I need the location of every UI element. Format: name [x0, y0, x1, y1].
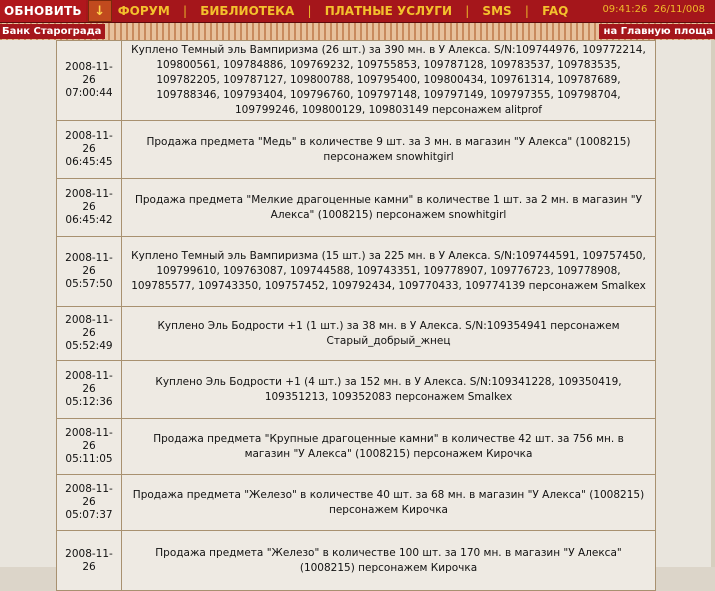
log-description: Продажа предмета "Железо" в количестве 100 шт. за 170 мн. в магазин "У Алекса" (1008215) персонажем Кирочка: [122, 531, 656, 591]
log-date-part: 26: [82, 496, 96, 508]
bank-log-content: [0, 40, 715, 574]
log-date-cell: [57, 419, 122, 475]
down-arrow-icon[interactable]: ↓: [88, 0, 112, 22]
log-date-part: 26: [82, 143, 96, 155]
nav-forum[interactable]: ФОРУМ: [117, 4, 170, 18]
top-navigation-bar: [0, 0, 715, 23]
log-date-part: 26: [82, 327, 96, 339]
log-date-part: 2008-11-: [65, 483, 113, 495]
scrollbar[interactable]: [711, 40, 715, 567]
log-date-part: 07:00:44: [65, 87, 113, 99]
log-date-part: 06:45:42: [65, 214, 113, 226]
log-date-cell: [57, 41, 122, 121]
log-description: Продажа предмета "Крупные драгоценные камни" в количестве 42 шт. за 756 мн. в магазин "У Алекса" (1008215) персонажем Кирочка: [122, 419, 656, 475]
log-description: Продажа предмета "Мелкие драгоценные камни" в количестве 1 шт. за 2 мн. в магазин "У Алекса" (1008215) персонажем snowhitgirl: [122, 179, 656, 237]
refresh-button[interactable]: ОБНОВИТЬ: [0, 0, 86, 22]
clock-date: 26/11/008: [653, 4, 705, 15]
log-row: [57, 307, 656, 361]
server-clock: [602, 4, 705, 15]
log-date-part: 2008-11-: [65, 547, 113, 560]
log-date-cell: [57, 475, 122, 531]
log-date-part: 05:07:37: [65, 509, 113, 521]
log-description: Продажа предмета "Железо" в количестве 40 шт. за 68 мн. в магазин "У Алекса" (1008215) персонажем Кирочка: [122, 475, 656, 531]
log-description: Куплено Темный эль Вампиризма (15 шт.) за 225 мн. в У Алекса. S/N:109744591, 109757450, 109799610, 109763087, 109744588, 109743351, 109778907, 109776723, 109778908, 109785577, 109743350, 109757452, 109792434, 109770433, 109774139 персонажем Smalkex: [122, 237, 656, 307]
log-table-body: [57, 41, 656, 591]
log-description: Куплено Эль Бодрости +1 (1 шт.) за 38 мн. в У Алекса. S/N:109354941 персонажем Старый_добрый_жнец: [122, 307, 656, 361]
home-square-link[interactable]: на Главную площа: [599, 24, 715, 39]
log-row: [57, 41, 656, 121]
log-row: [57, 475, 656, 531]
bank-title: Банк Старограда: [0, 24, 105, 39]
log-date-part: 2008-11-: [65, 252, 113, 264]
nav-separator: |: [307, 4, 312, 18]
log-date-part: 2008-11-: [65, 314, 113, 326]
log-row: [57, 419, 656, 475]
log-date-part: 26: [82, 265, 96, 277]
log-description: Куплено Темный эль Вампиризма (26 шт.) за 390 мн. в У Алекса. S/N:109744976, 109772214, 109800561, 109784886, 109769232, 109755853, 109787128, 109783537, 109783535, 109782205, 109787127, 109800788, 109795400, 109800434, 109761314, 109787689, 109788346, 109793404, 109796760, 109797148, 109797149, 109797355, 109798704, 109799246, 109800129, 109803149 персонажем alitprof: [122, 41, 656, 121]
log-date-cell: [57, 237, 122, 307]
log-description: Куплено Эль Бодрости +1 (4 шт.) за 152 мн. в У Алекса. S/N:109341228, 109350419, 109351213, 109352083 персонажем Smalkex: [122, 361, 656, 419]
clock-time: 09:41:26: [602, 4, 648, 15]
log-date-part: 2008-11-: [65, 188, 113, 200]
log-date-cell: [57, 307, 122, 361]
log-row: [57, 361, 656, 419]
log-date-part: 26: [82, 201, 96, 213]
log-date-cell: [57, 121, 122, 179]
nav-sms[interactable]: SMS: [482, 4, 512, 18]
transaction-log-table: [56, 40, 656, 591]
nav-menu: [118, 4, 569, 18]
nav-paid-services[interactable]: ПЛАТНЫЕ УСЛУГИ: [324, 4, 452, 18]
log-date-part: 05:57:50: [65, 278, 113, 290]
log-date-cell: [57, 361, 122, 419]
log-date-part: 26: [82, 383, 96, 395]
nav-library[interactable]: БИБЛИОТЕКА: [200, 4, 295, 18]
log-date-part: 05:12:36: [65, 396, 113, 408]
log-description: Продажа предмета "Медь" в количестве 9 шт. за 3 мн. в магазин "У Алекса" (1008215) персонажем snowhitgirl: [122, 121, 656, 179]
log-table-wrap: [56, 40, 656, 591]
location-bar: [0, 23, 715, 40]
log-row: [57, 237, 656, 307]
log-row: [57, 121, 656, 179]
log-row: [57, 179, 656, 237]
log-date-cell: [57, 531, 122, 591]
log-row: [57, 531, 656, 591]
log-date-part: 2008-11-: [65, 130, 113, 142]
log-date-part: 05:11:05: [65, 453, 113, 465]
log-date-part: 26: [82, 74, 96, 86]
nav-separator: |: [524, 4, 529, 18]
log-date-part: 26: [82, 440, 96, 452]
nav-faq[interactable]: FAQ: [542, 4, 569, 18]
log-date-cell: [57, 179, 122, 237]
nav-separator: |: [183, 4, 188, 18]
log-date-part: 06:45:45: [65, 156, 113, 168]
log-date-part: 26: [82, 560, 96, 573]
log-date-part: 2008-11-: [65, 61, 113, 73]
nav-separator: |: [465, 4, 470, 18]
log-date-part: 2008-11-: [65, 370, 113, 382]
log-date-part: 2008-11-: [65, 427, 113, 439]
log-date-part: 05:52:49: [65, 340, 113, 352]
